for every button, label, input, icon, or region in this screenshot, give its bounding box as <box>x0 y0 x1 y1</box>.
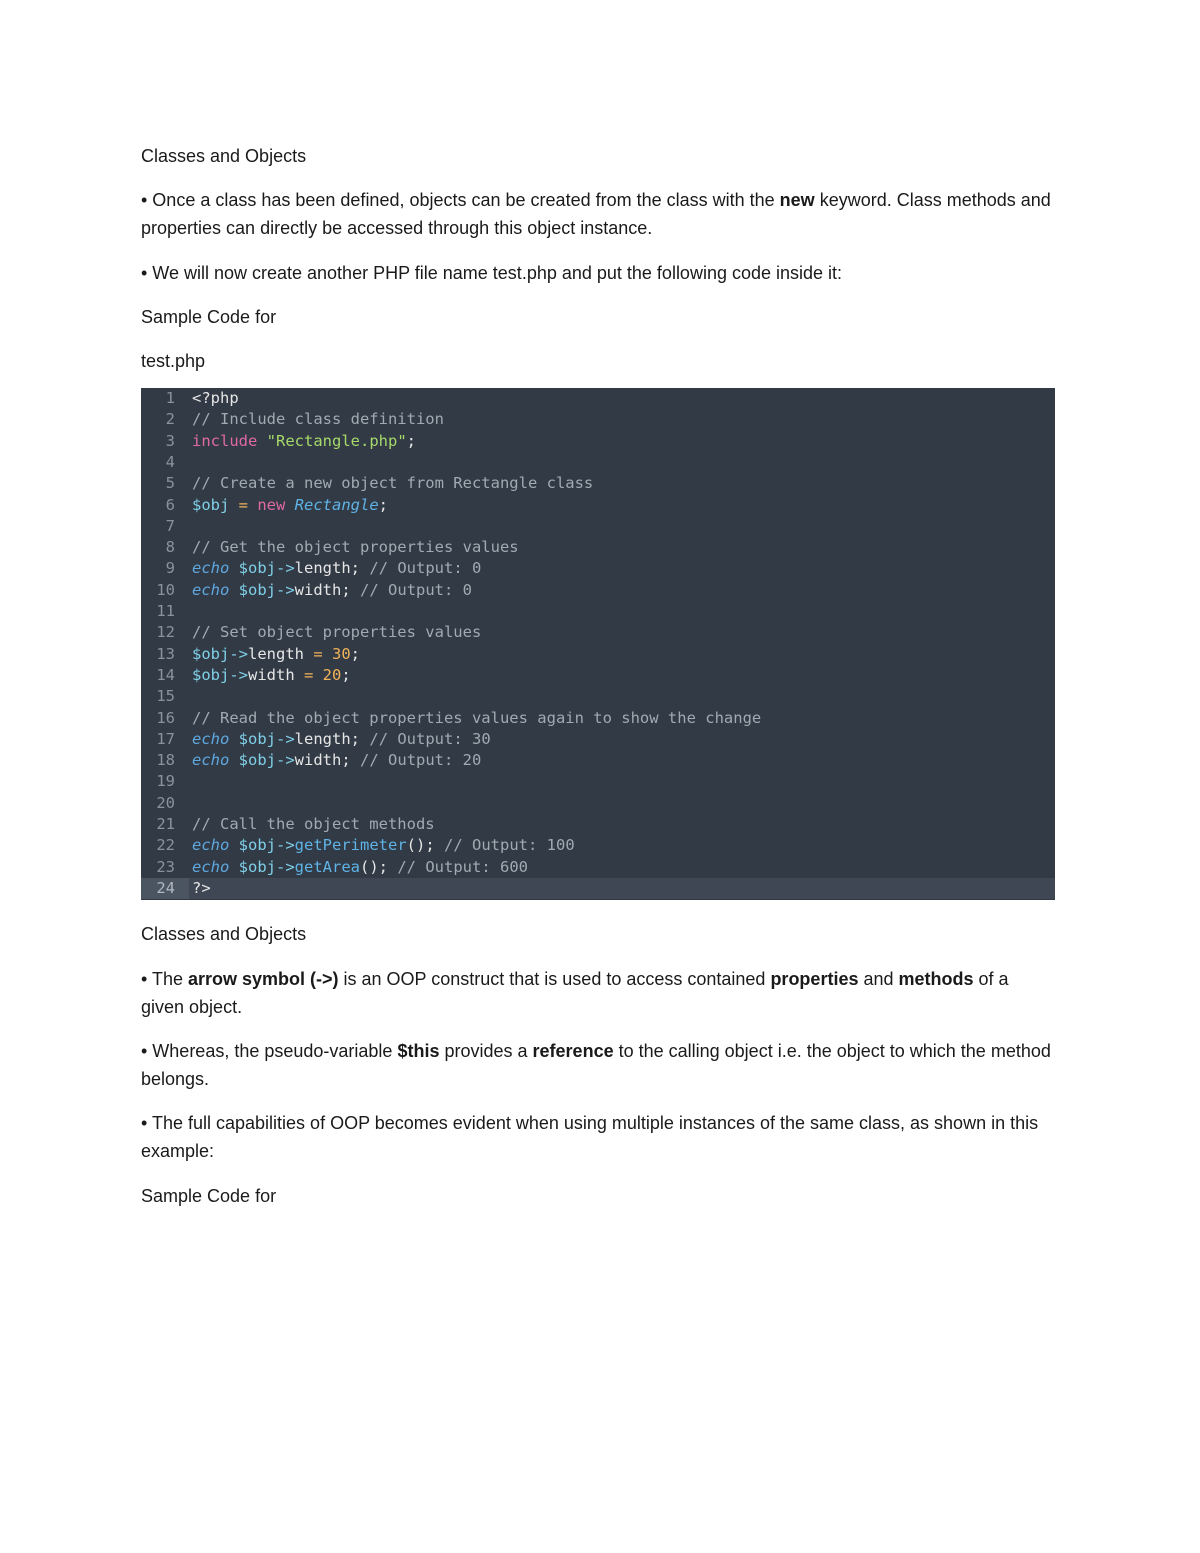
paragraph-arrow-symbol <box>141 965 1055 1021</box>
text-run: provides a <box>439 1041 533 1061</box>
code-punct: ; <box>350 559 361 578</box>
code-keyword: include <box>192 431 258 450</box>
paragraph-create-file: • We will now create another PHP file name test.php and put the following code inside it: <box>141 263 843 283</box>
code-line <box>141 601 1055 622</box>
code-method: getArea <box>294 857 360 876</box>
code-text: ?> <box>192 878 211 897</box>
text-run: • Once a class has been defined, objects can be created from the class with the <box>141 190 780 210</box>
code-echo: echo <box>192 580 230 599</box>
line-number: 6 <box>165 495 175 514</box>
line-number: 11 <box>156 602 175 620</box>
sample-code-label: Sample Code for <box>141 1186 277 1206</box>
line-number: 3 <box>165 431 175 450</box>
text-run: of a given object. <box>141 969 1009 1017</box>
line-number: 20 <box>156 793 175 812</box>
bold-term: properties <box>770 969 859 989</box>
code-arrow: -> <box>276 836 295 855</box>
code-variable: $obj <box>238 580 276 599</box>
code-text <box>192 729 491 750</box>
line-number: 4 <box>165 452 175 471</box>
code-comment: // Output: 100 <box>444 836 575 855</box>
text-run: and <box>858 969 899 989</box>
code-echo: echo <box>192 729 230 748</box>
code-echo: echo <box>192 836 230 855</box>
code-operator: = <box>304 644 332 663</box>
code-comment: // Output: 20 <box>360 751 482 770</box>
code-arrow: -> <box>276 751 295 770</box>
sample-code-label: Sample Code for <box>141 307 277 327</box>
code-property: width <box>294 751 342 770</box>
code-comment: // Read the object properties values again to show the change <box>192 708 762 727</box>
code-line <box>141 793 1055 814</box>
code-text <box>192 495 388 516</box>
code-arrow: -> <box>276 559 295 578</box>
code-text <box>192 750 481 771</box>
code-punct: ; <box>350 644 361 663</box>
code-comment: // Include class definition <box>192 410 444 429</box>
line-number: 19 <box>156 772 175 791</box>
code-line <box>141 644 1055 665</box>
code-comment: // Output: 0 <box>369 559 482 578</box>
code-punct: ; <box>341 751 351 770</box>
bold-keyword: new <box>779 190 815 210</box>
line-number: 17 <box>156 729 175 748</box>
code-line <box>141 622 1055 643</box>
code-string: "Rectangle.php" <box>266 431 407 450</box>
code-variable: $obj <box>238 857 276 876</box>
line-number: 12 <box>156 623 175 642</box>
code-comment: // Set object properties values <box>192 623 482 642</box>
code-text <box>192 857 528 878</box>
line-number: 23 <box>156 857 175 876</box>
line-number: 14 <box>156 665 175 684</box>
code-punct: (); <box>360 857 388 876</box>
code-line <box>141 814 1055 835</box>
line-number: 16 <box>156 708 175 727</box>
code-text <box>192 580 472 601</box>
code-operator: = <box>229 495 258 514</box>
code-text: <?php <box>192 389 239 407</box>
code-echo: echo <box>192 857 230 876</box>
code-line <box>141 686 1055 707</box>
line-number: 21 <box>156 815 175 833</box>
line-number: 2 <box>165 410 175 429</box>
code-comment: // Output: 30 <box>369 729 491 748</box>
code-line <box>141 452 1055 473</box>
code-punct: ; <box>341 580 351 599</box>
code-variable: $obj <box>238 751 276 770</box>
code-punct: ; <box>341 665 351 684</box>
code-line <box>141 558 1055 579</box>
paragraph-multiple-instances: • The full capabilities of OOP becomes evident when using multiple instances of the same class, as shown in this example: <box>141 1113 1039 1161</box>
code-line-active <box>141 878 1055 899</box>
code-comment: // Output: 0 <box>360 580 473 599</box>
paragraph-new-keyword <box>141 186 1055 242</box>
bold-term: $this <box>397 1041 440 1061</box>
code-variable: $obj <box>192 665 230 684</box>
line-number: 8 <box>165 538 175 557</box>
code-block <box>141 388 1055 900</box>
code-arrow: -> <box>276 580 295 599</box>
code-property: length <box>294 729 351 748</box>
text-run: is an OOP construct that is used to access contained <box>338 969 771 989</box>
line-number: 13 <box>156 644 175 663</box>
code-text <box>192 431 416 452</box>
code-keyword: new <box>257 495 286 514</box>
line-number: 24 <box>141 878 189 899</box>
line-number: 10 <box>156 580 175 599</box>
line-number: 9 <box>165 559 175 578</box>
code-variable: $obj <box>238 559 276 578</box>
text-run: keyword. Class methods and properties can directly be accessed through this object instance. <box>141 190 1051 238</box>
code-line <box>141 665 1055 686</box>
code-line <box>141 537 1055 558</box>
code-line <box>141 495 1055 516</box>
code-method: getPerimeter <box>294 836 407 855</box>
code-line <box>141 857 1055 878</box>
code-property: length <box>248 644 304 663</box>
code-number: 30 <box>332 644 351 663</box>
code-comment: // Output: 600 <box>397 857 528 876</box>
bold-term: methods <box>898 969 974 989</box>
code-line <box>141 473 1055 494</box>
code-punct: ; <box>406 431 416 450</box>
code-text <box>192 665 351 686</box>
line-number: 7 <box>165 516 175 535</box>
code-arrow: -> <box>229 665 248 684</box>
code-comment: // Create a new object from Rectangle class <box>192 474 594 493</box>
code-text <box>192 835 575 856</box>
code-number: 20 <box>322 665 342 684</box>
code-property: length <box>294 559 351 578</box>
text-run: • The <box>141 969 188 989</box>
code-line <box>141 580 1055 601</box>
code-line <box>141 516 1055 537</box>
code-echo: echo <box>192 559 230 578</box>
code-line <box>141 771 1055 792</box>
code-punct: (); <box>406 836 435 855</box>
code-echo: echo <box>192 751 230 770</box>
code-variable: $obj <box>192 495 230 514</box>
code-line <box>141 409 1055 430</box>
section-heading: Classes and Objects <box>141 146 307 166</box>
code-text <box>192 644 360 665</box>
code-line <box>141 835 1055 856</box>
line-number: 15 <box>156 687 175 706</box>
code-line <box>141 431 1055 452</box>
code-comment: // Get the object properties values <box>192 538 519 557</box>
code-property: width <box>294 580 342 599</box>
code-comment: // Call the object methods <box>192 815 435 833</box>
code-punct: ; <box>378 495 389 514</box>
code-operator: = <box>294 665 323 684</box>
code-variable: $obj <box>192 644 230 663</box>
paragraph-this-variable <box>141 1037 1055 1093</box>
line-number: 1 <box>165 389 175 407</box>
bold-term: reference <box>532 1041 614 1061</box>
bold-term: arrow symbol (->) <box>188 969 339 989</box>
line-number: 18 <box>156 751 175 770</box>
code-property: width <box>248 665 295 684</box>
code-line <box>141 388 1055 409</box>
code-arrow: -> <box>229 644 248 663</box>
code-variable: $obj <box>238 836 276 855</box>
text-run: to the calling object i.e. the object to which the method belongs. <box>141 1041 1051 1089</box>
line-number: 22 <box>156 836 175 855</box>
code-line <box>141 750 1055 771</box>
code-arrow: -> <box>276 729 295 748</box>
section-heading: Classes and Objects <box>141 924 307 944</box>
code-line <box>141 729 1055 750</box>
line-number: 5 <box>165 474 175 493</box>
file-name-label: test.php <box>141 351 206 371</box>
code-text <box>192 558 481 579</box>
code-class: Rectangle <box>294 495 379 514</box>
code-variable: $obj <box>238 729 276 748</box>
code-punct: ; <box>350 729 361 748</box>
text-run: • Whereas, the pseudo-variable <box>141 1041 398 1061</box>
code-arrow: -> <box>276 857 295 876</box>
code-line <box>141 708 1055 729</box>
